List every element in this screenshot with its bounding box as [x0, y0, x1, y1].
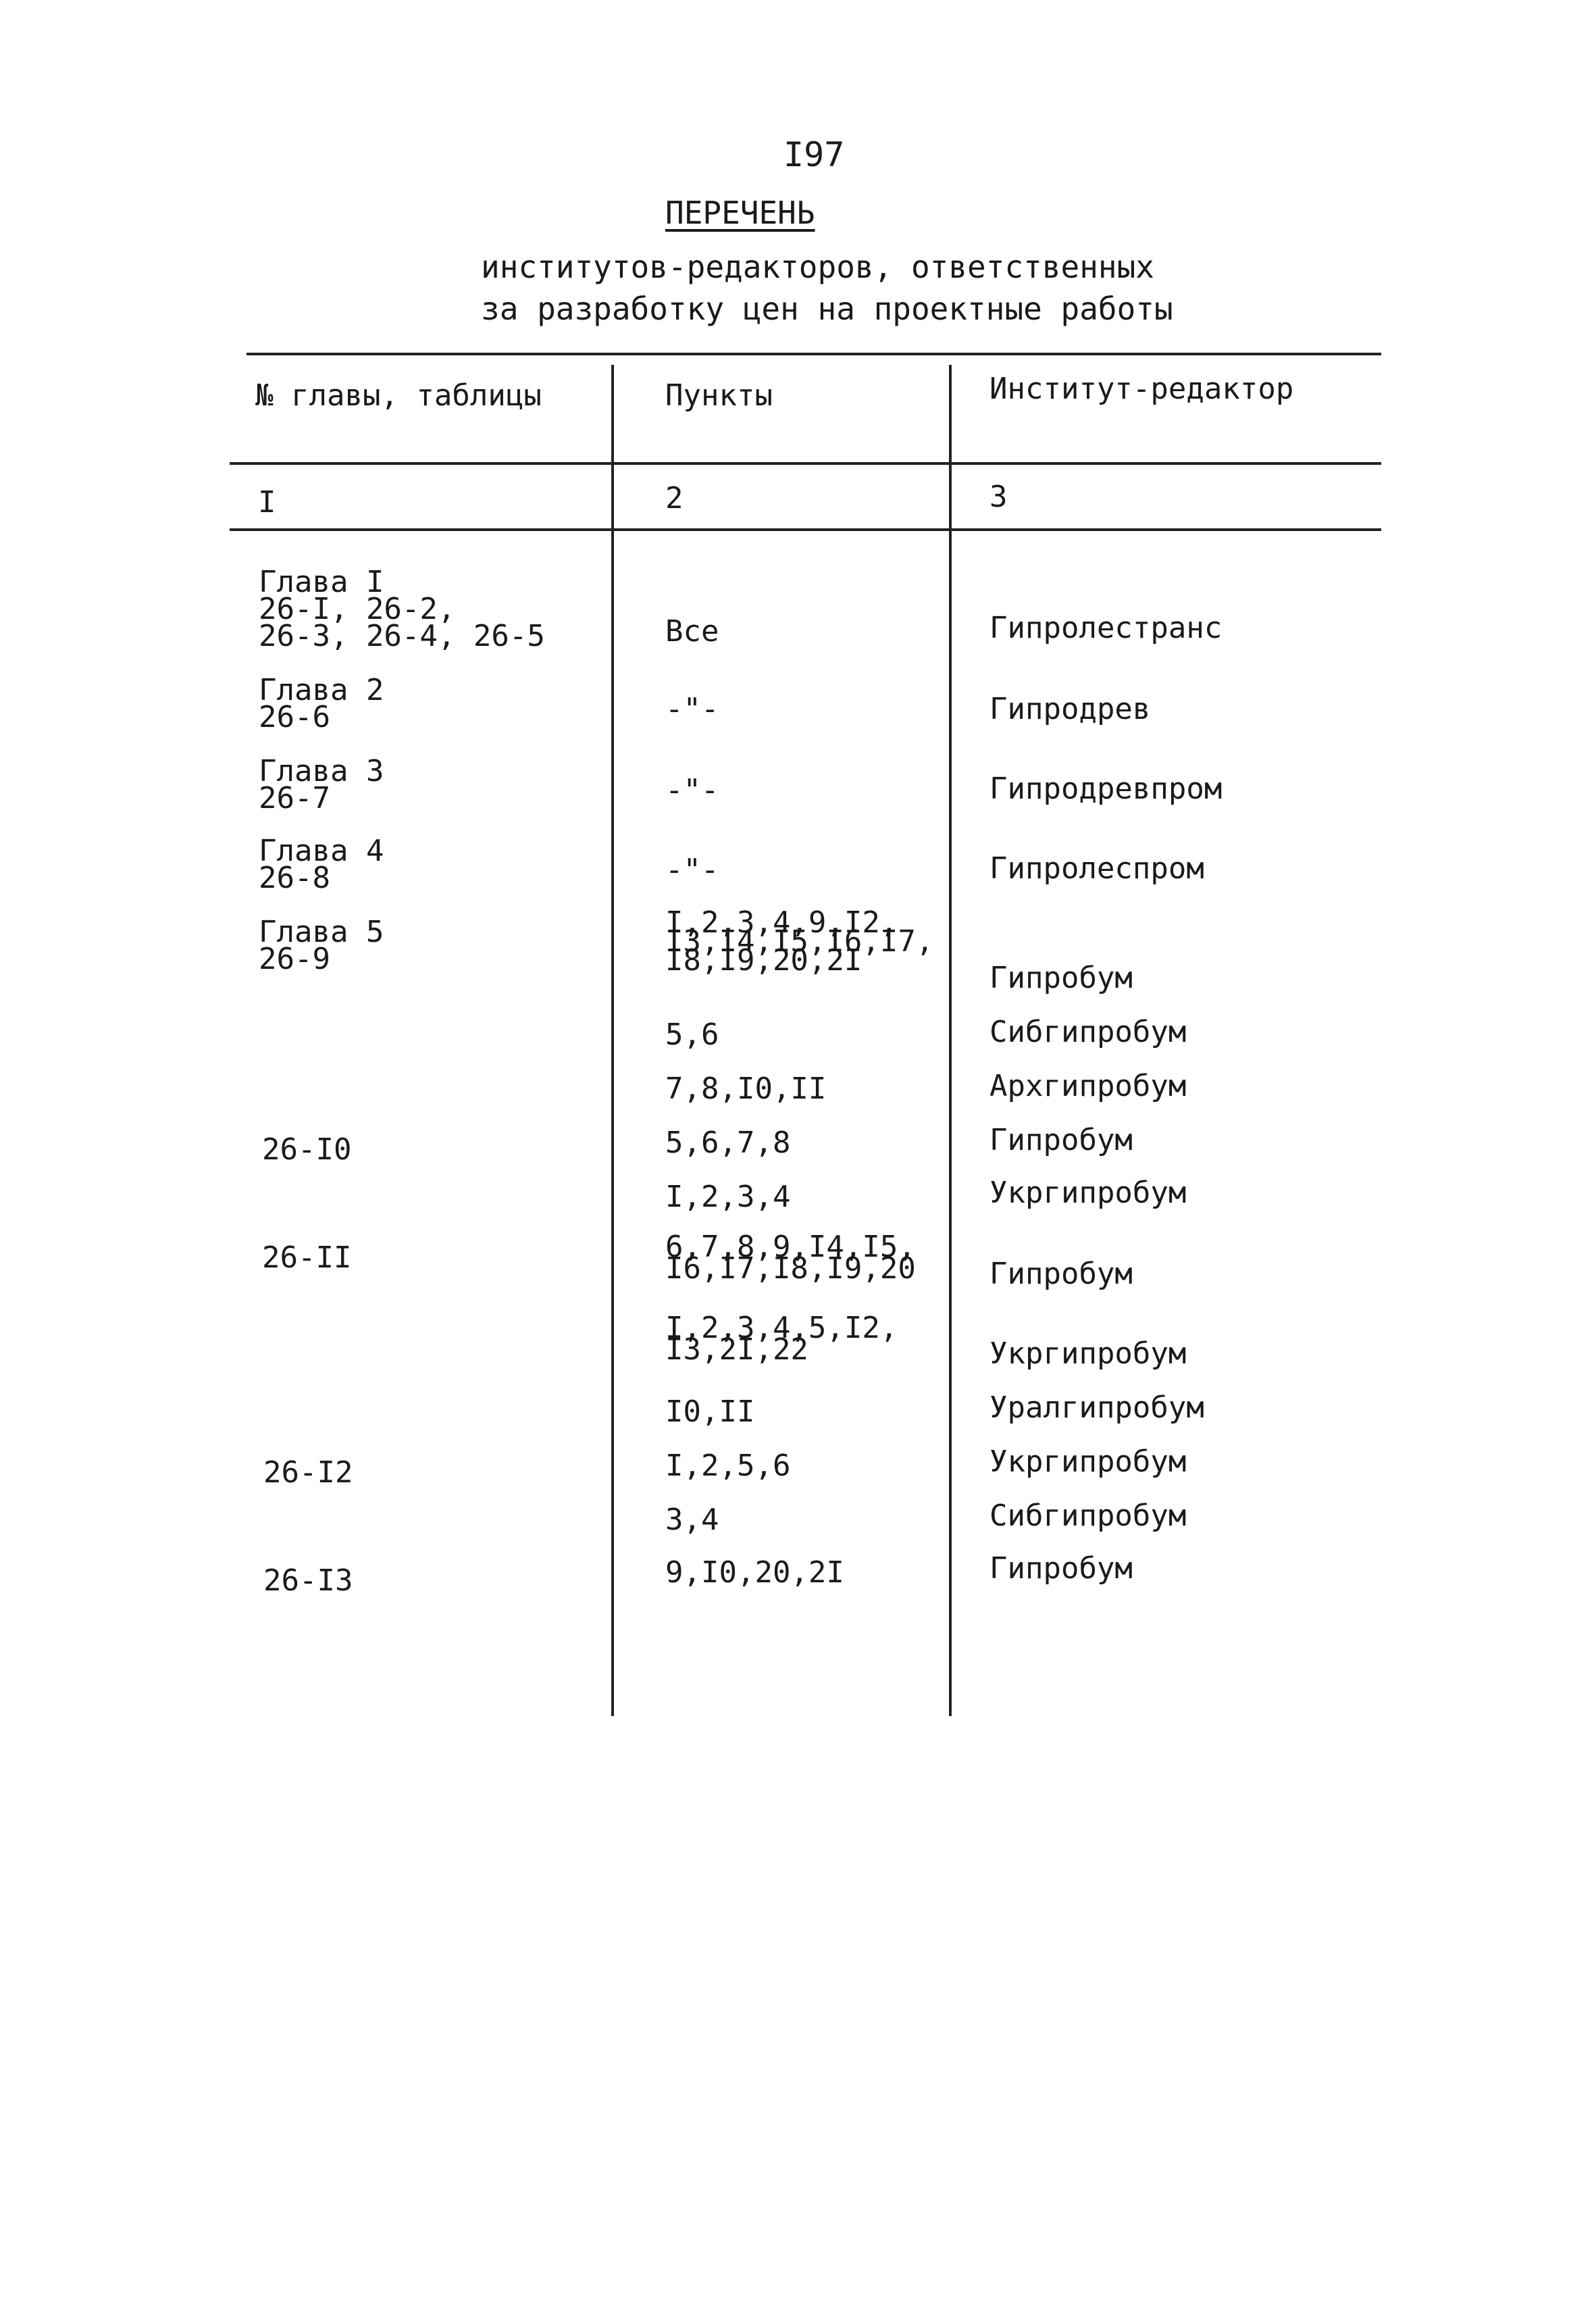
- table-row-items: -"-: [665, 853, 719, 887]
- table-row-chapter: 26-I3: [263, 1563, 353, 1598]
- table-row-chapter: Глава 4 26-8: [259, 834, 384, 895]
- column-number-3: 3: [989, 480, 1008, 514]
- table-row-chapter: 26-II: [262, 1240, 352, 1275]
- table-row-chapter: Глава I 26-I, 26-2, 26-3, 26-4, 26-5: [259, 565, 545, 653]
- table-row-institute: Архгипробум: [989, 1069, 1187, 1103]
- column-divider-1: [611, 365, 614, 1716]
- table-row-institute: Гипролеспром: [989, 851, 1204, 886]
- table-row-chapter: Глава 5 26-9: [259, 915, 384, 976]
- column-number-1: I: [258, 485, 276, 520]
- numbers-bottom-rule: [230, 528, 1381, 531]
- table-row-items: I,2,5,6: [665, 1449, 791, 1483]
- table-row-chapter: Глава 2 26-6: [259, 673, 384, 734]
- table-row-items: -"-: [665, 692, 719, 726]
- table-row-items: 3,4: [665, 1503, 719, 1537]
- table-row-items: -"-: [665, 773, 719, 807]
- table-row-institute: Гипролестранс: [989, 611, 1222, 645]
- table-row-chapter: 26-I0: [262, 1132, 352, 1167]
- table-row-chapter: Глава 3 26-7: [259, 754, 384, 815]
- table-row-chapter: 26-I2: [263, 1455, 353, 1490]
- table-row-institute: Сибгипробум: [989, 1499, 1187, 1533]
- table-row-institute: Гипробум: [989, 1123, 1133, 1157]
- table-row-items: 5,6,7,8: [665, 1126, 791, 1160]
- table-row-items: 5,6: [665, 1017, 719, 1052]
- header-institute: Институт-редактор: [989, 372, 1294, 406]
- table-row-institute: Гипробум: [989, 961, 1133, 995]
- subtitle-line-2: за разработку цен на проектные работы: [481, 291, 1173, 327]
- table-row-items: Все: [665, 614, 719, 649]
- header-items: Пункты: [665, 378, 773, 413]
- table-row-institute: Укргипробум: [989, 1176, 1187, 1210]
- header-chapter: № главы, таблицы: [255, 378, 542, 413]
- subtitle-line-1: институтов-редакторов, ответственных: [481, 249, 1154, 285]
- table-top-rule: [247, 353, 1381, 355]
- column-divider-2: [949, 365, 952, 1716]
- table-row-institute: Гипродревпром: [989, 772, 1222, 806]
- table-row-institute: Гипробум: [989, 1551, 1133, 1586]
- table-row-institute: Сибгипробум: [989, 1015, 1187, 1049]
- table-row-institute: Уралгипробум: [989, 1390, 1204, 1425]
- table-row-items: 9,I0,20,2I: [665, 1555, 844, 1590]
- table-row-items: 6,7,8,9,I4,I5, I6,I7,I8,I9,20: [665, 1230, 916, 1286]
- column-number-2: 2: [665, 481, 684, 515]
- table-row-items: I,2,3,4: [665, 1180, 791, 1214]
- document-title: ПЕРЕЧЕНЬ: [665, 195, 815, 231]
- table-row-institute: Укргипробум: [989, 1336, 1187, 1371]
- table-row-institute: Гипробум: [989, 1257, 1133, 1291]
- table-row-institute: Гипродрев: [989, 692, 1151, 726]
- table-row-items: I,2,3,4,9,I2, I3,I4,I5,I6,I7, I8,I9,20,2I: [665, 905, 934, 978]
- header-bottom-rule: [230, 462, 1381, 465]
- table-row-items: 7,8,I0,II: [665, 1072, 827, 1106]
- table-row-items: I,2,3,4,5,I2, I3,2I,22: [665, 1311, 898, 1367]
- table-row-institute: Укргипробум: [989, 1444, 1187, 1479]
- table-row-items: I0,II: [665, 1394, 755, 1429]
- page-number: I97: [783, 135, 845, 174]
